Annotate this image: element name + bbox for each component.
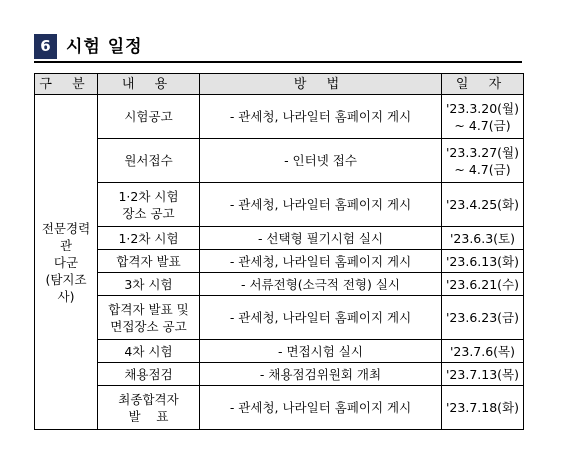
header-date: 일 자 — [442, 74, 524, 95]
section-header — [34, 34, 522, 64]
date-cell — [442, 340, 524, 363]
method-cell: - 관세청, 나라일터 홈페이지 게시 — [200, 296, 442, 340]
method-cell: - 관세청, 나라일터 홈페이지 게시 — [200, 250, 442, 273]
content-text: 1·2차 시험 — [118, 188, 179, 204]
table-row — [35, 273, 524, 296]
date-text: '23.6.13(화) — [446, 253, 519, 269]
content-text: 최종합격자 — [118, 391, 179, 407]
content-cell — [98, 273, 200, 296]
content-text: 원서접수 — [124, 153, 173, 168]
table-row — [35, 227, 524, 250]
table-row — [35, 296, 524, 340]
date-text: '23.3.27(월) — [446, 144, 519, 160]
date-cell — [442, 139, 524, 183]
section-title: 시험 일정 — [66, 37, 143, 57]
date-text: ~ 4.7(금) — [454, 161, 511, 177]
category-line: 전문경력관 — [41, 220, 91, 253]
table-row — [35, 340, 524, 363]
content-cell — [98, 250, 200, 273]
content-text: 발 표 — [128, 408, 169, 424]
content-text: 면접장소 공고 — [110, 318, 187, 334]
header-content: 내 용 — [98, 74, 200, 95]
exam-schedule-table — [34, 73, 524, 430]
date-text: '23.6.21(수) — [446, 276, 519, 292]
date-cell — [442, 273, 524, 296]
content-cell — [98, 139, 200, 183]
date-cell — [442, 386, 524, 430]
method-cell: - 채용점검위원회 개최 — [200, 363, 442, 386]
header-method: 방 법 — [200, 74, 442, 95]
content-cell — [98, 183, 200, 227]
date-text: ~ 4.7(금) — [454, 117, 511, 133]
section-divider — [34, 61, 522, 63]
table-header-row — [35, 74, 524, 95]
content-cell — [98, 227, 200, 250]
table-row — [35, 250, 524, 273]
method-cell: - 관세청, 나라일터 홈페이지 게시 — [200, 386, 442, 430]
date-cell — [442, 363, 524, 386]
method-cell: - 관세청, 나라일터 홈페이지 게시 — [200, 95, 442, 139]
table-row — [35, 363, 524, 386]
date-text: '23.6.23(금) — [446, 310, 519, 325]
content-cell — [98, 363, 200, 386]
date-text: '23.4.25(화) — [446, 197, 519, 212]
content-text: 1·2차 시험 — [118, 230, 179, 246]
header-category: 구 분 — [35, 74, 98, 95]
content-text: 장소 공고 — [122, 205, 175, 221]
table-row — [35, 183, 524, 227]
content-cell — [98, 340, 200, 363]
date-cell — [442, 95, 524, 139]
method-cell: - 선택형 필기시험 실시 — [200, 227, 442, 250]
method-cell: - 면접시험 실시 — [200, 340, 442, 363]
date-text: '23.7.6(목) — [449, 343, 516, 359]
content-cell — [98, 296, 200, 340]
section-number-badge: 6 — [34, 34, 57, 59]
method-cell: - 서류전형(소극적 전형) 실시 — [200, 273, 442, 296]
category-line: 다군 — [53, 254, 79, 270]
content-text: 합격자 발표 — [116, 253, 181, 269]
content-text: 3차 시험 — [124, 276, 173, 292]
category-line: (탐지조사) — [45, 271, 87, 304]
date-text: '23.3.20(월) — [446, 100, 519, 116]
table-row — [35, 139, 524, 183]
content-text: 시험공고 — [124, 109, 173, 124]
date-text: '23.6.3(토) — [449, 230, 516, 246]
content-text: 4차 시험 — [124, 343, 173, 359]
table-row — [35, 95, 524, 139]
date-cell — [442, 183, 524, 227]
date-cell — [442, 296, 524, 340]
date-cell — [442, 250, 524, 273]
category-cell — [35, 95, 98, 430]
method-cell: - 관세청, 나라일터 홈페이지 게시 — [200, 183, 442, 227]
content-cell — [98, 95, 200, 139]
method-cell: - 인터넷 접수 — [200, 139, 442, 183]
content-cell — [98, 386, 200, 430]
table-row — [35, 386, 524, 430]
date-text: '23.7.13(목) — [446, 366, 519, 382]
content-text: 채용점검 — [124, 366, 173, 382]
content-text: 합격자 발표 및 — [108, 301, 189, 317]
date-text: '23.7.18(화) — [446, 400, 519, 415]
date-cell — [442, 227, 524, 250]
